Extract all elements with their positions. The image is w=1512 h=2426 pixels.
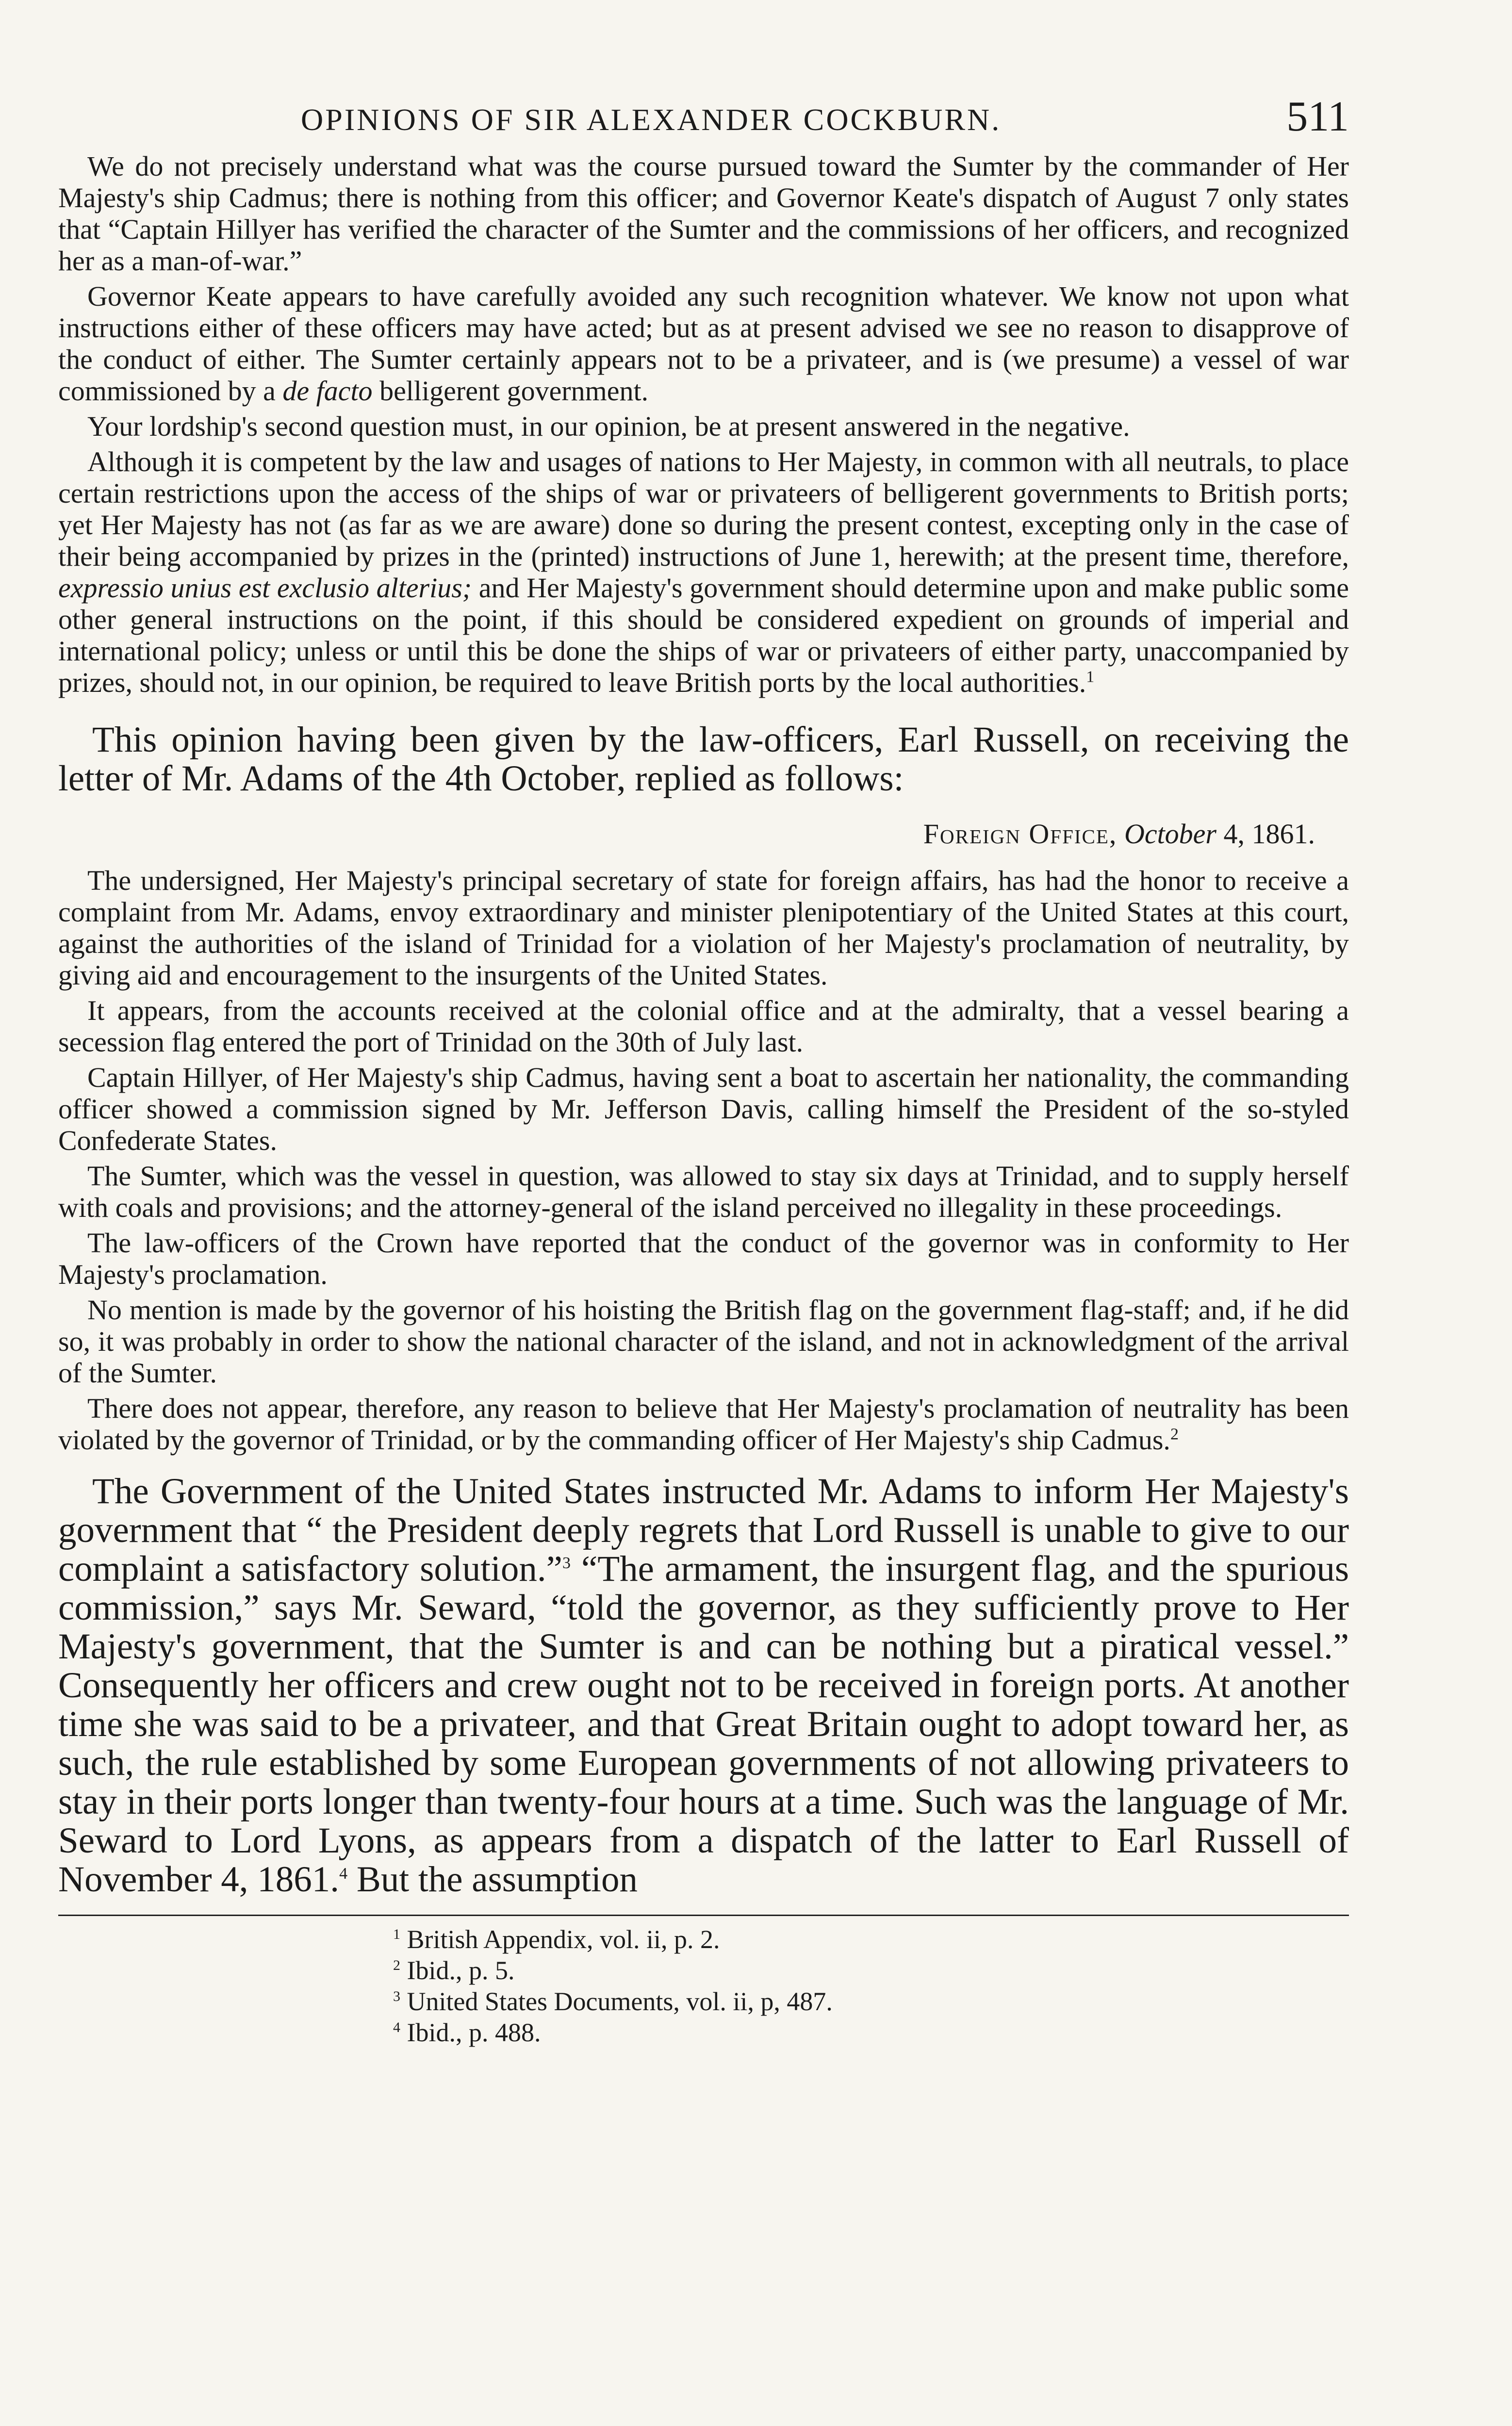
- quote-paragraph: There does not appear, therefore, any reason to believe that Her Majesty's proclamation of neutrality has been violated by the governor of Trinidad, or by the commanding officer of Her Majesty's ship Cadmus.$^2$: [58, 1393, 1349, 1456]
- dateline: Foreign Office, October 4, 1861.: [923, 818, 1315, 850]
- law-officers-opinion-quote: [58, 150, 1349, 698]
- footnote-ref: 4: [339, 1865, 348, 1883]
- earl-russell-reply-quote: [58, 865, 1349, 1456]
- footnote: $^3$ United States Documents, vol. ii, p, 487.: [393, 1987, 833, 2016]
- footnote: $^4$ Ibid., p. 488.: [393, 2018, 541, 2047]
- quote-paragraph: The undersigned, Her Majesty's principal secretary of state for foreign affairs, has had the honor to receive a complaint from Mr. Adams, envoy extraordinary and minister plenipotentiary of the United States at this court, against the authorities of the island of Trinidad for a violation of her Majesty's proclamation of neutrality, by giving aid and encouragement to the insurgents of the United States.: [58, 865, 1349, 991]
- intro-paragraph: This opinion having been given by the law-officers, Earl Russell, on receiving the letter of Mr. Adams of the 4th October, replied as follows:: [58, 720, 1349, 799]
- footnotes: [58, 1924, 1349, 2048]
- quote-paragraph: The Sumter, which was the vessel in question, was allowed to stay six days at Trinidad, and to supply herself with coals and provisions; and the attorney-general of the island perceived no illegality in these proceedings.: [58, 1160, 1349, 1223]
- page-number: 511: [1286, 93, 1349, 140]
- book-page: [58, 92, 1349, 2048]
- quote-paragraph: Captain Hillyer, of Her Majesty's ship Cadmus, having sent a boat to ascertain her nationality, the commanding officer showed a commission signed by Mr. Jefferson Davis, calling himself the President of the so-styled Confederate States.: [58, 1062, 1349, 1156]
- footnote-ref: 3: [562, 1554, 571, 1572]
- footnote-ref: 2: [1170, 1425, 1179, 1443]
- quote-paragraph: The law-officers of the Crown have reported that the conduct of the governor was in conformity to Her Majesty's proclamation.: [58, 1227, 1349, 1290]
- main-paragraph: The Government of the United States instructed Mr. Adams to inform Her Majesty's government that “ the President deeply regrets that Lord Russell is unable to give to our complaint a satisfactory solution.”$^3$ “The armament, the insurgent flag, and the spurious commission,” says Mr. Seward, “told the governor, as they sufficiently prove to Her Majesty's government, that the Sumter is and can be nothing but a piratical vessel.” Consequently her officers and crew ought not to be received in foreign ports. At another time she was said to be a privateer, and that Great Britain ought to adopt toward her, as such, the rule established by some European governments of not allowing privateers to stay in their ports longer than twenty-four hours at a time. Such was the language of Mr. Seward to Lord Lyons, as appears from a dispatch of the latter to Earl Russell of November 4, 1861.$^4$ But the assumption: [58, 1471, 1349, 1900]
- running-head: OPINIONS OF SIR ALEXANDER COCKBURN.: [301, 102, 1002, 137]
- footnote-ref: 1: [1086, 668, 1095, 686]
- quote-paragraph: Your lordship's second question must, in our opinion, be at present answered in the negative.: [87, 410, 1130, 442]
- quote-paragraph: It appears, from the accounts received at the colonial office and at the admiralty, that a vessel bearing a secession flag entered the port of Trinidad on the 30th of July last.: [58, 995, 1349, 1058]
- quote-paragraph: No mention is made by the governor of his hoisting the British flag on the government flag-staff; and, if he did so, it was probably in order to show the national character of the island, and not in acknowledgment of the arrival of the Sumter.: [58, 1294, 1349, 1389]
- footnote: $^2$ Ibid., p. 5.: [393, 1956, 515, 1985]
- footnote-divider: [58, 1915, 1349, 1916]
- quote-paragraph: Although it is competent by the law and usages of nations to Her Majesty, in common with all neutrals, to place certain restrictions upon the access of the ships of war or privateers of belligerent governments to British ports; yet Her Majesty has not (as far as we are aware) done so during the present contest, excepting only in the case of their being accompanied by prizes in the (printed) instructions of June 1, herewith; at the present time, therefore, expressio unius est exclusio alterius; and Her Majesty's government should determine upon and make public some other general instructions on the point, if this should be considered expedient on grounds of imperial and international policy; unless or until this be done the ships of war or privateers of either party, unaccompanied by prizes, should not, in our opinion, be required to leave British ports by the local authorities.$^1$: [58, 446, 1349, 698]
- footnote: $^1$ British Appendix, vol. ii, p. 2.: [393, 1925, 720, 1954]
- quote-paragraph: We do not precisely understand what was the course pursued toward the Sumter by the commander of Her Majesty's ship Cadmus; there is nothing from this officer; and Governor Keate's dispatch of August 7 only states that “Captain Hillyer has verified the character of the Sumter and the commissions of her officers, and recognized her as a man-of-war.”: [58, 150, 1349, 277]
- quote-paragraph: Governor Keate appears to have carefully avoided any such recognition whatever. We know not upon what instructions either of these officers may have acted; but as at present advised we see no reason to disapprove of the conduct of either. The Sumter certainly appears not to be a privateer, and is (we presume) a vessel of war commissioned by a de facto belligerent government.: [58, 280, 1349, 407]
- page-header: [58, 92, 1349, 150]
